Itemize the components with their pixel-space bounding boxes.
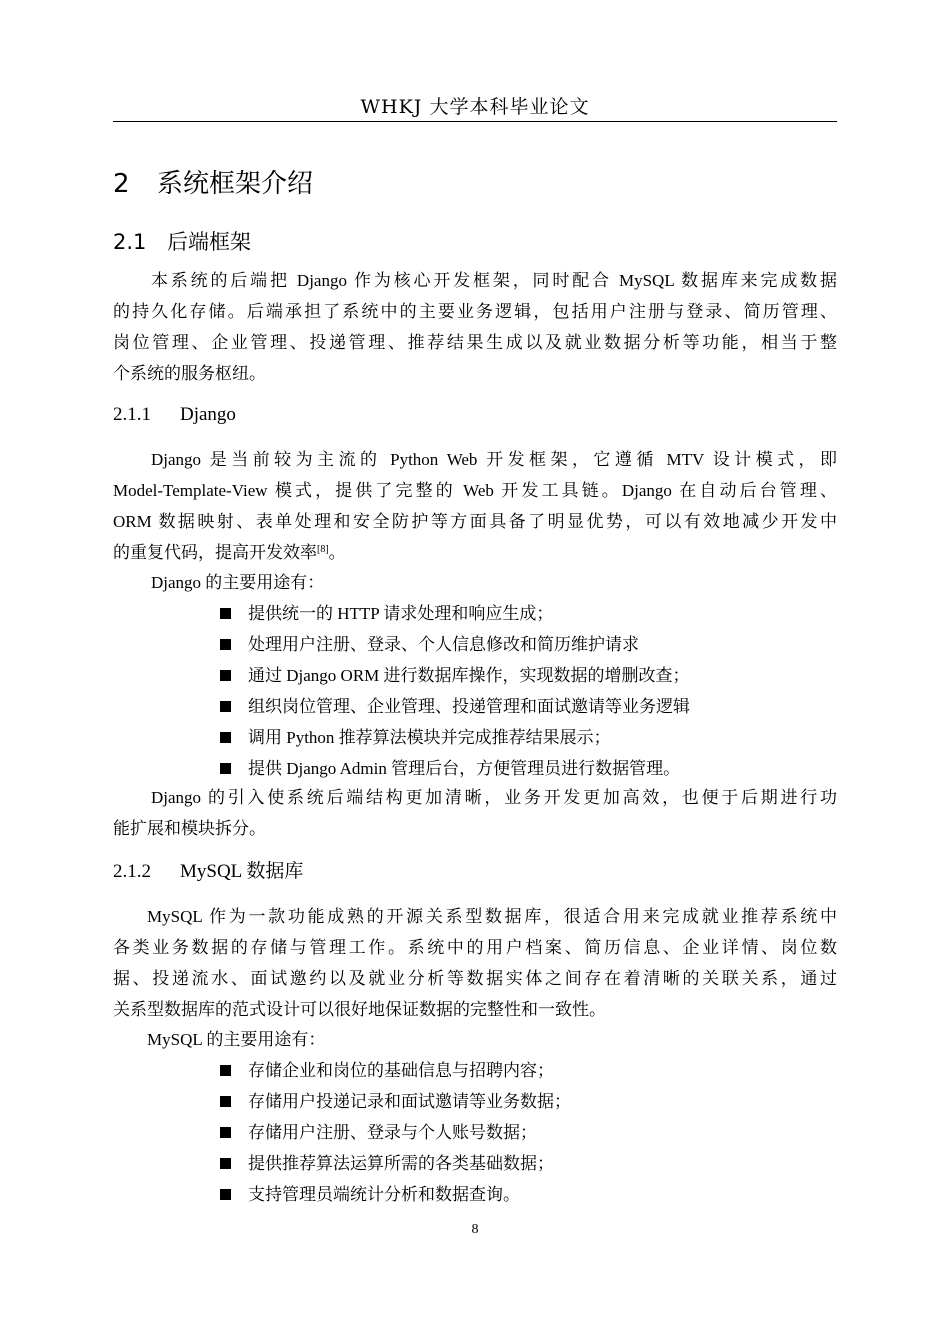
square-bullet-icon bbox=[220, 670, 231, 681]
django-conclusion-paragraph bbox=[113, 782, 837, 844]
list-item-text: 存储用户投递记录和面试邀请等业务数据； bbox=[248, 1092, 571, 1111]
mysql-heading bbox=[113, 858, 303, 886]
list-item-text: 存储用户注册、登录与个人账号数据； bbox=[248, 1123, 537, 1142]
section-number: 2 bbox=[113, 169, 130, 199]
list-item bbox=[220, 753, 690, 784]
list-item-text: 处理用户注册、登录、个人信息修改和简历维护请求 bbox=[248, 635, 639, 654]
list-item bbox=[220, 1179, 571, 1210]
header-rule bbox=[113, 121, 837, 122]
list-item bbox=[220, 691, 690, 722]
page-number: 8 bbox=[471, 1222, 479, 1237]
list-item-text: 通过 Django ORM 进行数据库操作，实现数据的增删改查； bbox=[248, 666, 690, 685]
citation-ref: [8] bbox=[317, 544, 329, 555]
list-item-text: 提供推荐算法运算所需的各类基础数据； bbox=[248, 1154, 554, 1173]
list-item-text: 调用 Python 推荐算法模块并完成推荐结果展示； bbox=[248, 728, 611, 747]
mysql-uses-list bbox=[220, 1055, 571, 1210]
list-item bbox=[220, 660, 690, 691]
paragraph-line-end: 。 bbox=[328, 543, 346, 562]
django-heading bbox=[113, 401, 236, 429]
paragraph-line: 能扩展和模块拆分。 bbox=[113, 819, 266, 838]
mysql-paragraph bbox=[113, 901, 837, 1025]
paragraph-line: Django 的引入使系统后端结构更加清晰，业务开发更加高效，也便于后期进行功 bbox=[151, 788, 837, 807]
mysql-uses-intro: MySQL 的主要用途有： bbox=[147, 1030, 326, 1049]
subsection-heading bbox=[113, 228, 251, 256]
list-item bbox=[220, 598, 690, 629]
square-bullet-icon bbox=[220, 732, 231, 743]
list-item bbox=[220, 1055, 571, 1086]
paragraph-line: 个系统的服务枢纽。 bbox=[113, 364, 266, 383]
paragraph-line: MySQL 作为一款功能成熟的开源关系型数据库，很适合用来完成就业推荐系统中 bbox=[147, 907, 837, 926]
square-bullet-icon bbox=[220, 1096, 231, 1107]
list-item-text: 组织岗位管理、企业管理、投递管理和面试邀请等业务逻辑 bbox=[248, 697, 690, 716]
mysql-heading-title: MySQL 数据库 bbox=[180, 861, 304, 882]
square-bullet-icon bbox=[220, 1065, 231, 1076]
paragraph-line: 本系统的后端把 Django 作为核心开发框架，同时配合 MySQL 数据库来完成数据 bbox=[151, 271, 837, 290]
django-heading-number: 2.1.1 bbox=[113, 404, 151, 425]
square-bullet-icon bbox=[220, 701, 231, 712]
django-uses-intro: Django 的主要用途有： bbox=[151, 573, 325, 592]
list-item bbox=[220, 1086, 571, 1117]
django-heading-title: Django bbox=[180, 404, 236, 425]
list-item-text: 提供统一的 HTTP 请求处理和响应生成； bbox=[248, 604, 554, 623]
list-item bbox=[220, 1148, 571, 1179]
list-item bbox=[220, 1117, 571, 1148]
mysql-heading-number: 2.1.2 bbox=[113, 861, 151, 882]
page-header: WHKJ 大学本科毕业论文 bbox=[360, 96, 590, 118]
django-paragraph bbox=[113, 444, 837, 568]
paragraph-line: Model-Template-View 模式，提供了完整的 Web 开发工具链。Django 在自动后台管理、 bbox=[113, 481, 837, 500]
list-item-text: 存储企业和岗位的基础信息与招聘内容； bbox=[248, 1061, 554, 1080]
section-heading bbox=[113, 166, 313, 202]
section-title: 系统框架介绍 bbox=[157, 169, 314, 199]
square-bullet-icon bbox=[220, 1189, 231, 1200]
list-item-text: 提供 Django Admin 管理后台，方便管理员进行数据管理。 bbox=[248, 759, 681, 778]
paragraph-line: 各类业务数据的存储与管理工作。系统中的用户档案、简历信息、企业详情、岗位数 bbox=[113, 938, 837, 957]
paragraph-line: 的持久化存储。后端承担了系统中的主要业务逻辑，包括用户注册与登录、简历管理、 bbox=[113, 302, 837, 321]
square-bullet-icon bbox=[220, 763, 231, 774]
paragraph-line: 据、投递流水、面试邀约以及就业分析等数据实体之间存在着清晰的关联关系，通过 bbox=[113, 969, 837, 988]
paragraph-line: 关系型数据库的范式设计可以很好地保证数据的完整性和一致性。 bbox=[113, 1000, 606, 1019]
square-bullet-icon bbox=[220, 1158, 231, 1169]
square-bullet-icon bbox=[220, 639, 231, 650]
paragraph-line bbox=[113, 537, 837, 568]
django-uses-list bbox=[220, 598, 690, 784]
list-item-text: 支持管理员端统计分析和数据查询。 bbox=[248, 1185, 520, 1204]
square-bullet-icon bbox=[220, 608, 231, 619]
subsection-number: 2.1 bbox=[113, 230, 147, 254]
backend-intro-paragraph bbox=[113, 265, 837, 389]
list-item bbox=[220, 722, 690, 753]
square-bullet-icon bbox=[220, 1127, 231, 1138]
paragraph-line: ORM 数据映射、表单处理和安全防护等方面具备了明显优势，可以有效地减少开发中 bbox=[113, 512, 837, 531]
paragraph-line-text: 的重复代码，提高开发效率 bbox=[113, 543, 317, 562]
paragraph-line: 岗位管理、企业管理、投递管理、推荐结果生成以及就业数据分析等功能，相当于整 bbox=[113, 333, 837, 352]
list-item bbox=[220, 629, 690, 660]
paragraph-line: Django 是当前较为主流的 Python Web 开发框架，它遵循 MTV 设计模式，即 bbox=[151, 450, 837, 469]
subsection-title: 后端框架 bbox=[167, 230, 251, 254]
